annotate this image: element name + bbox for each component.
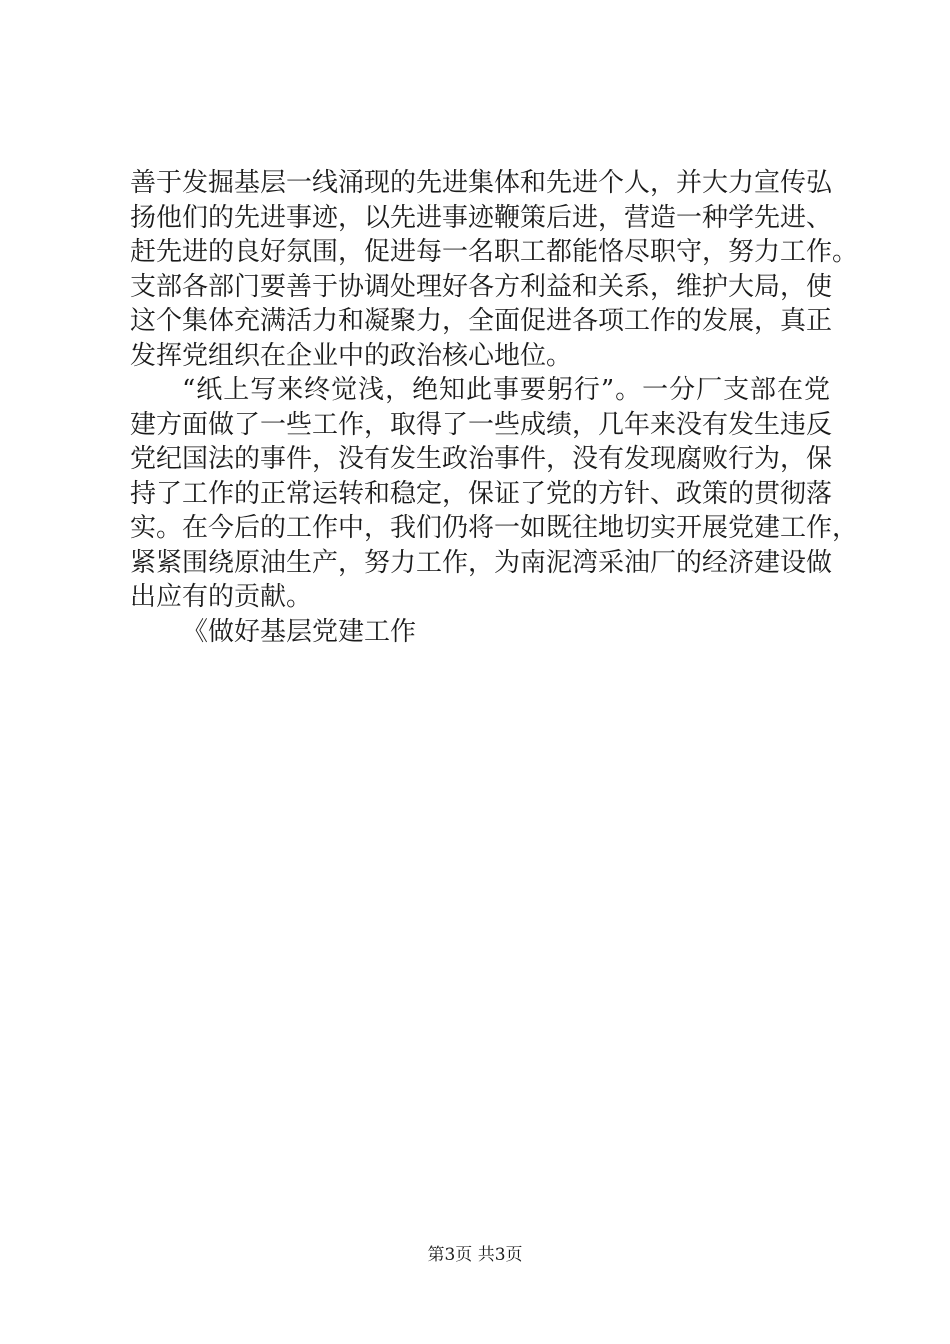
paragraph-1: [130, 166, 859, 373]
paragraph-line: 赶先进的良好氛围，促进每一名职工都能恪尽职守，努力工作。: [130, 237, 859, 267]
paragraph-line: “纸上写来终觉浅，绝知此事要躬行”。一分厂支部在党: [182, 375, 830, 405]
paragraph-line: 党纪国法的事件，没有发生政治事件，没有发现腐败行为，保: [130, 444, 833, 474]
paragraph-line: 紧紧围绕原油生产，努力工作，为南泥湾采油厂的经济建设做: [130, 547, 833, 578]
paragraph-line: 建方面做了一些工作，取得了一些成绩，几年来没有发生违反: [130, 409, 833, 440]
paragraph-line: 支部各部门要善于协调处理好各方利益和关系，维护大局，使: [130, 271, 833, 302]
paragraph-line: 持了工作的正常运转和稳定，保证了党的方针、政策的贯彻落: [130, 478, 833, 509]
paragraph-line: 实。在今后的工作中，我们仍将一如既往地切实开展党建工作，: [130, 513, 859, 543]
paragraph-2: [130, 373, 859, 615]
paragraph-line: 扬他们的先进事迹，以先进事迹鞭策后进，营造一种学先进、: [130, 202, 833, 233]
page-number-label: 第3页 共3页: [427, 1245, 523, 1265]
document-body: [130, 166, 859, 649]
page-footer: [0, 1244, 950, 1266]
paragraph-line: 《做好基层党建工作: [182, 616, 417, 647]
paragraph-line: 这个集体充满活力和凝聚力，全面促进各项工作的发展，真正: [130, 306, 833, 336]
paragraph-line: 出应有的贡献。: [130, 582, 313, 612]
paragraph-line: 善于发掘基层一线涌现的先进集体和先进个人，并大力宣传弘: [130, 168, 833, 198]
paragraph-3: [130, 615, 830, 650]
paragraph-line: 发挥党组织在企业中的政治核心地位。: [130, 340, 573, 371]
